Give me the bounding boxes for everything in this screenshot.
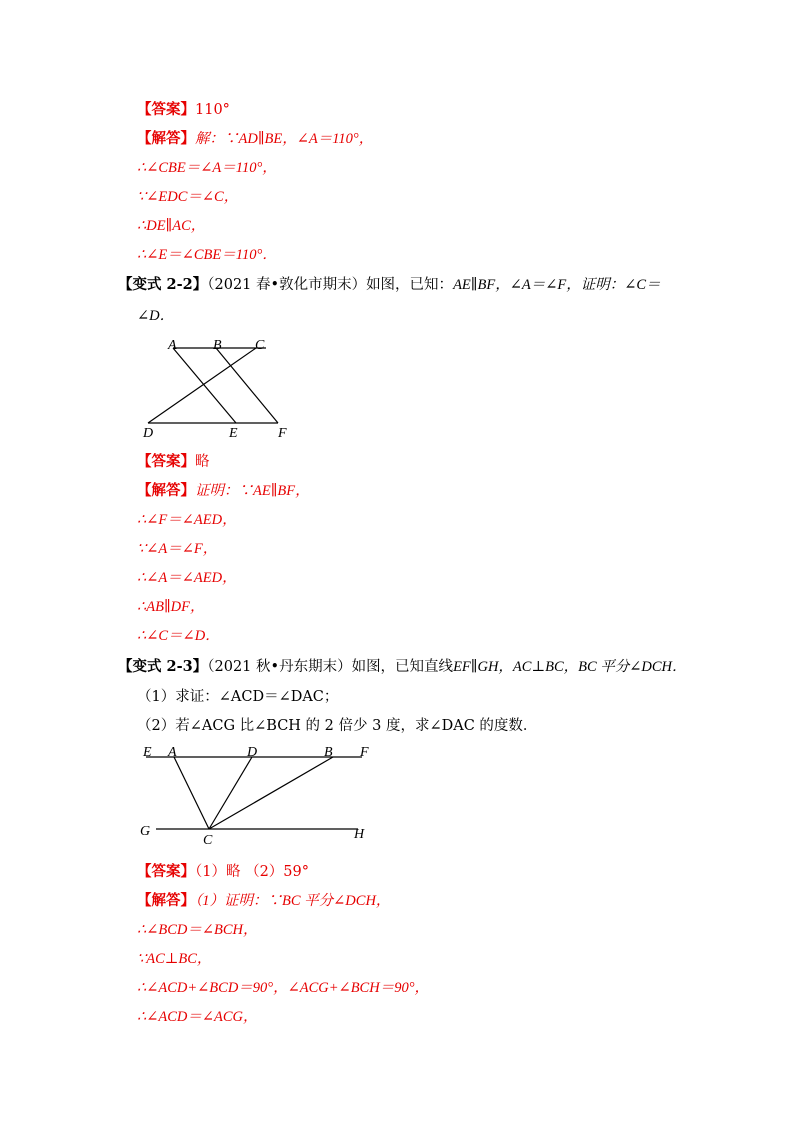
answer-value: （1）略 （2）59° [195,864,310,880]
solution-line-1 [137,129,373,149]
variant-tag: 【变式 2-2】 [118,276,208,293]
segment-dc [209,757,252,829]
problem-statement-cont: ∠D． [137,308,175,324]
solution-step: ∴AB∥DF， [137,599,205,615]
solution-step: ∵∠A＝∠F， [137,541,218,557]
label-a: A [168,745,177,760]
solution-tag: 【解答】 [137,130,195,147]
solution-tag: 【解答】 [137,482,195,499]
question-1: （1）求证：∠ACD＝∠DAC； [137,689,339,705]
label-b: B [213,338,222,353]
solution-step: ∴∠CBE＝∠A＝110°， [137,160,277,176]
segment-bf [216,348,278,423]
answer-tag: 【答案】 [137,101,195,118]
label-f: F [360,745,369,760]
solution-step: ∴∠C＝∠D． [137,628,220,644]
solution-line-3 [137,891,390,911]
problem-source: （2021 秋•丹东期末）如图，已知直线 [207,659,454,675]
solution-step: （1）证明：∵BC 平分∠DCH， [195,893,391,909]
label-f: F [278,426,287,440]
segment-cd [148,348,256,423]
solution-step: ∵AC⊥BC， [137,951,212,967]
segment-ae [173,348,236,423]
label-c: C [203,833,213,848]
solution-step: ∴∠F＝∠AED， [137,512,237,528]
answer-line-2 [137,452,210,472]
solution-step: ∴∠BCD＝∠BCH， [137,922,258,938]
answer-value: 110° [195,102,230,118]
parallel-lines-figure-1 [138,335,298,440]
segment-bc [209,757,333,829]
variant-tag: 【变式 2-3】 [118,658,208,675]
problem-statement [118,657,687,677]
problem-source: （2021 春•敦化市期末）如图，已知： [207,277,454,293]
solution-step: ∴DE∥AC， [137,218,206,234]
label-e: E [229,426,238,440]
label-d: D [247,745,258,760]
label-h: H [354,827,365,842]
solution-step: ∵∠EDC＝∠C， [137,189,239,205]
label-e: E [143,745,152,760]
parallel-lines-figure-2 [136,740,376,848]
question-2: （2）若∠ACG 比∠BCH 的 2 倍少 3 度，求∠DAC 的度数． [137,718,538,734]
answer-tag: 【答案】 [137,453,195,470]
solution-step: 证明：∵AE∥BF， [195,483,310,499]
problem-math: AE∥BF，∠A＝∠F，证明：∠C＝ [453,277,661,293]
solution-step: ∴∠ACD＝∠ACG， [137,1009,258,1025]
answer-value: 略 [195,454,210,470]
solution-tag: 【解答】 [137,892,195,909]
label-a: A [168,338,177,353]
solution-step: ∴∠E＝∠CBE＝110°． [137,247,277,263]
solution-line-2 [137,481,310,501]
solution-step: ∴∠ACD+∠BCD＝90°，∠ACG+∠BCH＝90°， [137,980,429,996]
segment-ac [174,757,209,829]
label-c: C [255,338,265,353]
label-b: B [324,745,333,760]
answer-line-1 [137,100,230,120]
label-d: D [143,426,154,440]
answer-tag: 【答案】 [137,863,195,880]
problem-statement [118,275,661,295]
answer-line-3 [137,862,309,882]
solution-step: 解：∵AD∥BE，∠A＝110°， [195,131,374,147]
label-g: G [140,824,151,839]
solution-step: ∴∠A＝∠AED， [137,570,237,586]
problem-math: EF∥GH，AC⊥BC，BC 平分∠DCH． [453,659,687,675]
